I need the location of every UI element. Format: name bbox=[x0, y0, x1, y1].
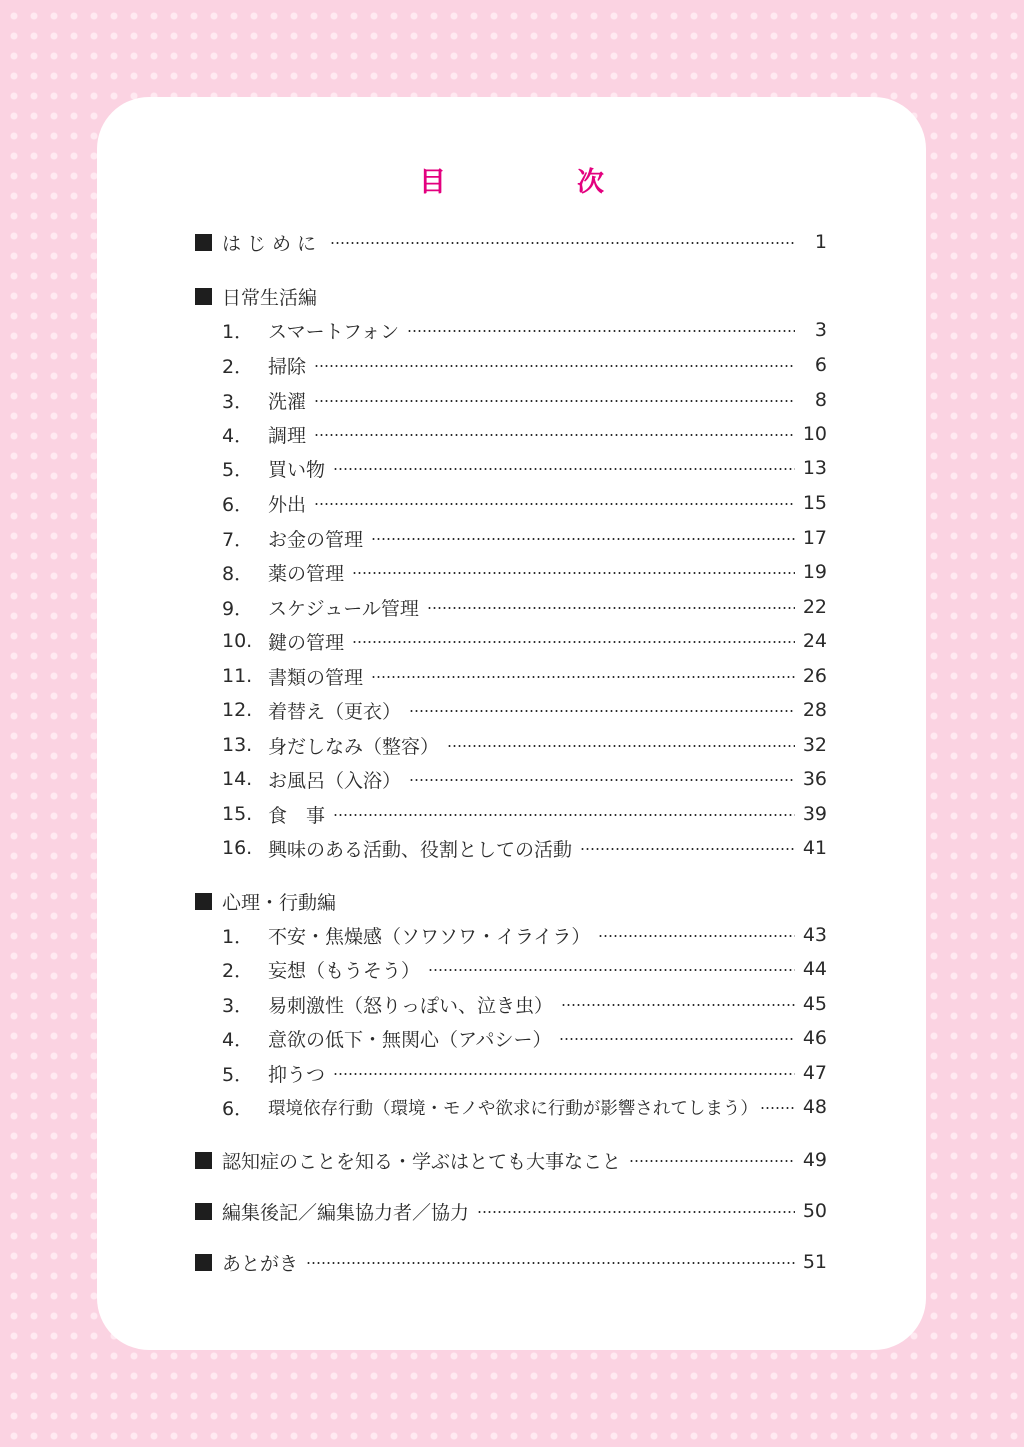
toc-section-heading bbox=[195, 884, 827, 918]
toc-page-number: 15 bbox=[802, 492, 827, 514]
toc-item-row[interactable] bbox=[222, 762, 827, 796]
toc-page-number: 44 bbox=[802, 958, 827, 980]
square-bullet-icon bbox=[195, 288, 212, 305]
toc-item-row[interactable] bbox=[222, 987, 827, 1021]
toc-label: あとがき bbox=[222, 1252, 299, 1275]
toc-label: 薬の管理 bbox=[268, 562, 345, 585]
leader-dots bbox=[559, 1038, 795, 1040]
toc-label: お風呂（入浴） bbox=[268, 769, 402, 792]
toc-item-number: 6． bbox=[222, 1097, 254, 1120]
toc-item-row[interactable] bbox=[222, 797, 827, 831]
toc-item-row[interactable] bbox=[222, 590, 827, 624]
toc-item-row[interactable] bbox=[222, 348, 827, 382]
toc-item-number: 16. bbox=[222, 837, 253, 859]
toc-label: 興味のある活動、役割としての活動 bbox=[268, 838, 573, 861]
toc-section-heading bbox=[195, 279, 827, 313]
leader-dots bbox=[306, 1262, 795, 1264]
toc-item-number: 3． bbox=[222, 390, 254, 413]
leader-dots bbox=[428, 969, 795, 971]
leader-dots bbox=[580, 848, 795, 850]
leader-dots bbox=[371, 676, 795, 678]
toc-page-number: 1 bbox=[814, 231, 827, 253]
toc-page-number: 13 bbox=[802, 457, 827, 479]
toc-label: 身だしなみ（整容） bbox=[268, 735, 440, 758]
toc-section-row[interactable] bbox=[195, 1143, 827, 1177]
toc-page-number: 43 bbox=[802, 924, 827, 946]
leader-dots bbox=[314, 400, 795, 402]
toc-page-number: 8 bbox=[814, 389, 827, 411]
toc-item-number: 8． bbox=[222, 562, 254, 585]
toc-item-number: 6． bbox=[222, 493, 254, 516]
toc-label: 抑うつ bbox=[268, 1063, 326, 1086]
toc-page-number: 50 bbox=[802, 1200, 827, 1222]
toc-label: 掃除 bbox=[268, 355, 307, 378]
toc-item-row[interactable] bbox=[222, 1090, 827, 1124]
leader-dots bbox=[561, 1004, 795, 1006]
leader-dots bbox=[447, 745, 795, 747]
toc-page-number: 47 bbox=[802, 1062, 827, 1084]
toc-label: はじめに bbox=[222, 232, 323, 255]
toc-page-number: 28 bbox=[802, 699, 827, 721]
toc-section-row[interactable] bbox=[195, 1245, 827, 1279]
toc-label: スケジュール管理 bbox=[268, 597, 419, 620]
toc-label: 編集後記／編集協力者／協力 bbox=[222, 1201, 470, 1224]
toc-page-number: 26 bbox=[802, 665, 827, 687]
leader-dots bbox=[314, 434, 795, 436]
toc-page-number: 24 bbox=[802, 630, 827, 652]
toc-label: 心理・行動編 bbox=[222, 891, 337, 914]
toc-page-number: 17 bbox=[802, 527, 827, 549]
leader-dots bbox=[371, 538, 795, 540]
leader-dots bbox=[333, 1073, 795, 1075]
leader-dots bbox=[314, 365, 795, 367]
toc-item-row[interactable] bbox=[222, 952, 827, 986]
leader-dots bbox=[333, 814, 795, 816]
toc-label: 意欲の低下・無関心（アパシー） bbox=[268, 1028, 552, 1051]
toc-label: 調理 bbox=[268, 424, 307, 447]
toc-page-number: 3 bbox=[814, 319, 827, 341]
toc-item-number: 2． bbox=[222, 959, 254, 982]
toc-page-number: 22 bbox=[802, 596, 827, 618]
toc-item-row[interactable] bbox=[222, 313, 827, 347]
toc-label: 認知症のことを知る・学ぶはとても大事なこと bbox=[222, 1150, 622, 1173]
toc-label: 易刺激性（怒りっぽい、泣き虫） bbox=[268, 994, 554, 1017]
toc-item-row[interactable] bbox=[222, 417, 827, 451]
toc-page-number: 36 bbox=[802, 768, 827, 790]
leader-dots bbox=[409, 779, 795, 781]
toc-item-number: 10. bbox=[222, 630, 253, 652]
toc-label: お金の管理 bbox=[268, 528, 364, 551]
toc-page-number: 10 bbox=[802, 423, 827, 445]
leader-dots bbox=[407, 330, 795, 332]
toc-page-number: 48 bbox=[802, 1096, 827, 1118]
toc-label: 妄想（もうそう） bbox=[268, 959, 421, 982]
toc-section-row[interactable] bbox=[195, 225, 827, 259]
toc-item-number: 14. bbox=[222, 768, 253, 790]
toc-card bbox=[97, 97, 926, 1350]
toc-item-number: 7． bbox=[222, 528, 254, 551]
toc-item-number: 11. bbox=[222, 665, 253, 687]
toc-item-number: 2． bbox=[222, 355, 254, 378]
toc-label: 不安・焦燥感（ソワソワ・イライラ） bbox=[268, 925, 591, 948]
toc-item-row[interactable] bbox=[222, 624, 827, 658]
toc-item-number: 4． bbox=[222, 1028, 254, 1051]
leader-dots bbox=[477, 1211, 795, 1213]
leader-dots bbox=[629, 1160, 795, 1162]
square-bullet-icon bbox=[195, 234, 212, 251]
toc-item-row[interactable] bbox=[222, 555, 827, 589]
leader-dots bbox=[330, 242, 795, 244]
toc-label: 書類の管理 bbox=[268, 666, 364, 689]
toc-page-number: 19 bbox=[802, 561, 827, 583]
toc-page-number: 45 bbox=[802, 993, 827, 1015]
toc-label: 着替え（更衣） bbox=[268, 700, 402, 723]
toc-item-row[interactable] bbox=[222, 659, 827, 693]
toc-item-row[interactable] bbox=[222, 728, 827, 762]
toc-label: 洗濯 bbox=[268, 390, 307, 413]
toc-label: 環境依存行動（環境・モノや欲求に行動が影響されてしまう） bbox=[268, 1098, 758, 1119]
leader-dots bbox=[333, 468, 795, 470]
toc-item-number: 5． bbox=[222, 458, 254, 481]
leader-dots bbox=[352, 572, 795, 574]
toc-page-number: 46 bbox=[802, 1027, 827, 1049]
toc-item-row[interactable] bbox=[222, 383, 827, 417]
leader-dots bbox=[352, 641, 795, 643]
toc-item-number: 12. bbox=[222, 699, 253, 721]
toc-label: 食 事 bbox=[268, 804, 326, 827]
toc-item-row[interactable] bbox=[222, 831, 827, 865]
toc-item-number: 1． bbox=[222, 925, 254, 948]
leader-dots bbox=[598, 935, 795, 937]
toc-item-number: 9． bbox=[222, 597, 254, 620]
square-bullet-icon bbox=[195, 1152, 212, 1169]
toc-item-row[interactable] bbox=[222, 1021, 827, 1055]
toc-section-row[interactable] bbox=[195, 1194, 827, 1228]
toc-page-number: 49 bbox=[802, 1149, 827, 1171]
toc-label: 鍵の管理 bbox=[268, 631, 345, 654]
toc-item-row[interactable] bbox=[222, 521, 827, 555]
square-bullet-icon bbox=[195, 893, 212, 910]
toc-item-number: 4． bbox=[222, 424, 254, 447]
toc-label: スマートフォン bbox=[268, 320, 400, 343]
leader-dots bbox=[409, 710, 795, 712]
toc-item-number: 13. bbox=[222, 734, 253, 756]
square-bullet-icon bbox=[195, 1254, 212, 1271]
square-bullet-icon bbox=[195, 1203, 212, 1220]
leader-dots bbox=[760, 1107, 795, 1109]
toc-item-row[interactable] bbox=[222, 1056, 827, 1090]
toc-item-row[interactable] bbox=[222, 451, 827, 485]
leader-dots bbox=[314, 503, 795, 505]
page-title: 目 次 bbox=[419, 167, 656, 198]
toc-label: 外出 bbox=[268, 493, 307, 516]
toc-page-number: 41 bbox=[802, 837, 827, 859]
toc-item-number: 1． bbox=[222, 320, 254, 343]
toc-item-row[interactable] bbox=[222, 918, 827, 952]
toc-item-row[interactable] bbox=[222, 693, 827, 727]
toc-item-row[interactable] bbox=[222, 486, 827, 520]
leader-dots bbox=[427, 607, 795, 609]
toc-item-number: 3． bbox=[222, 994, 254, 1017]
toc-page-number: 51 bbox=[802, 1251, 827, 1273]
toc-item-number: 5． bbox=[222, 1063, 254, 1086]
toc-page-number: 32 bbox=[802, 734, 827, 756]
toc-label: 買い物 bbox=[268, 458, 326, 481]
toc-item-number: 15. bbox=[222, 803, 253, 825]
toc-page-number: 6 bbox=[814, 354, 827, 376]
toc-label: 日常生活編 bbox=[222, 286, 318, 309]
toc-page-number: 39 bbox=[802, 803, 827, 825]
